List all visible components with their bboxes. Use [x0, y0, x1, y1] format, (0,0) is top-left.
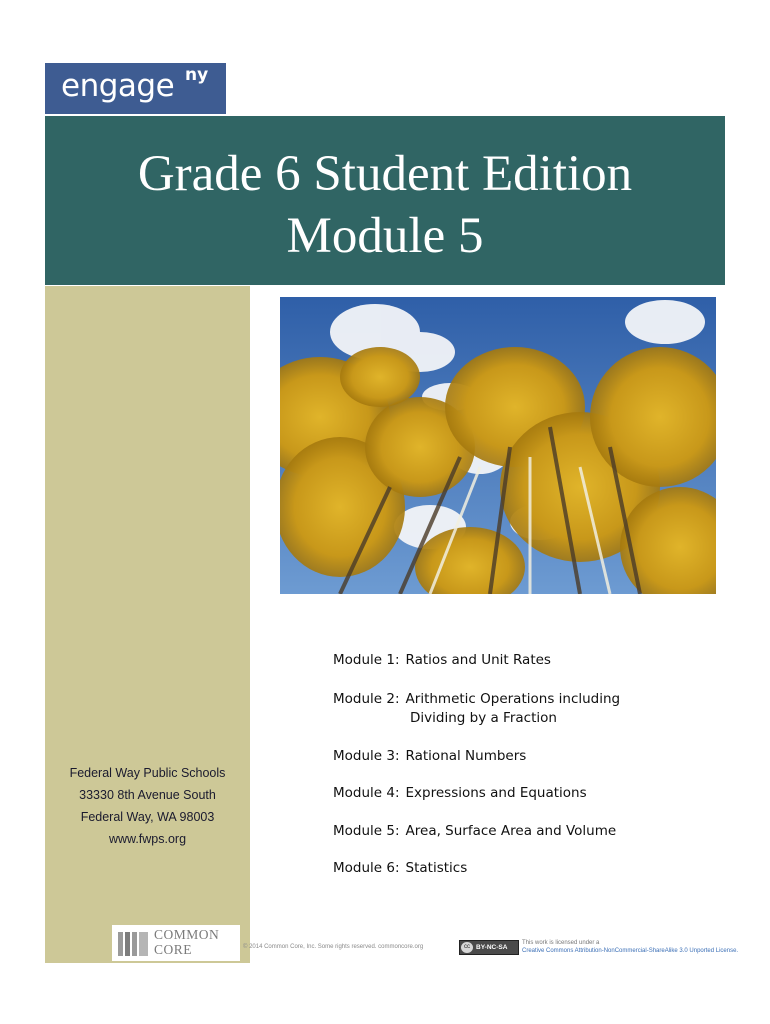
district-website: www.fwps.org — [108, 832, 187, 846]
page-title: Grade 6 Student Edition — [137, 146, 633, 202]
aspen-trees-photo — [280, 297, 716, 594]
cc-license-badge[interactable] — [459, 940, 519, 955]
list-item: Module 1: Ratios and Unit Rates — [333, 652, 551, 668]
district-info — [45, 762, 250, 850]
district-name: Federal Way Public Schools — [69, 766, 226, 780]
creative-commons-icon: cc — [461, 942, 473, 953]
license-text: This work is licensed under a Creative Commons Attribution-NonCommercial-ShareAlike 3.0 Unported License. — [522, 940, 739, 954]
license-link[interactable]: Creative Commons Attribution-NonCommercial-ShareAlike 3.0 Unported License. — [522, 948, 739, 954]
district-address: 33330 8th Avenue South — [79, 788, 216, 802]
list-item: Module 4: Expressions and Equations — [333, 785, 587, 801]
common-core-wordmark: COMMON CORE — [154, 927, 220, 957]
title-banner — [45, 116, 725, 285]
list-item-continued: Dividing by a Fraction — [410, 710, 557, 726]
list-item: Module 3: Rational Numbers — [333, 748, 527, 764]
sidebar-panel — [45, 286, 250, 963]
list-item: Module 5: Area, Surface Area and Volume — [333, 823, 617, 839]
list-item: Module 6: Statistics — [333, 860, 468, 876]
common-core-logo — [112, 925, 240, 961]
district-city: Federal Way, WA 98003 — [80, 810, 215, 824]
license-badge-text: BY-NC-SA — [476, 944, 508, 951]
page-subtitle: Module 5 — [286, 208, 484, 264]
logo-word: engage — [61, 68, 175, 104]
list-item: Module 2: Arithmetic Operations including Dividing by a Fraction — [333, 691, 621, 726]
engageny-logo — [45, 63, 226, 114]
copyright-text: © 2014 Common Core, Inc. Some rights reserved. commoncore.org — [243, 944, 424, 950]
logo-superscript: ny — [185, 65, 209, 85]
